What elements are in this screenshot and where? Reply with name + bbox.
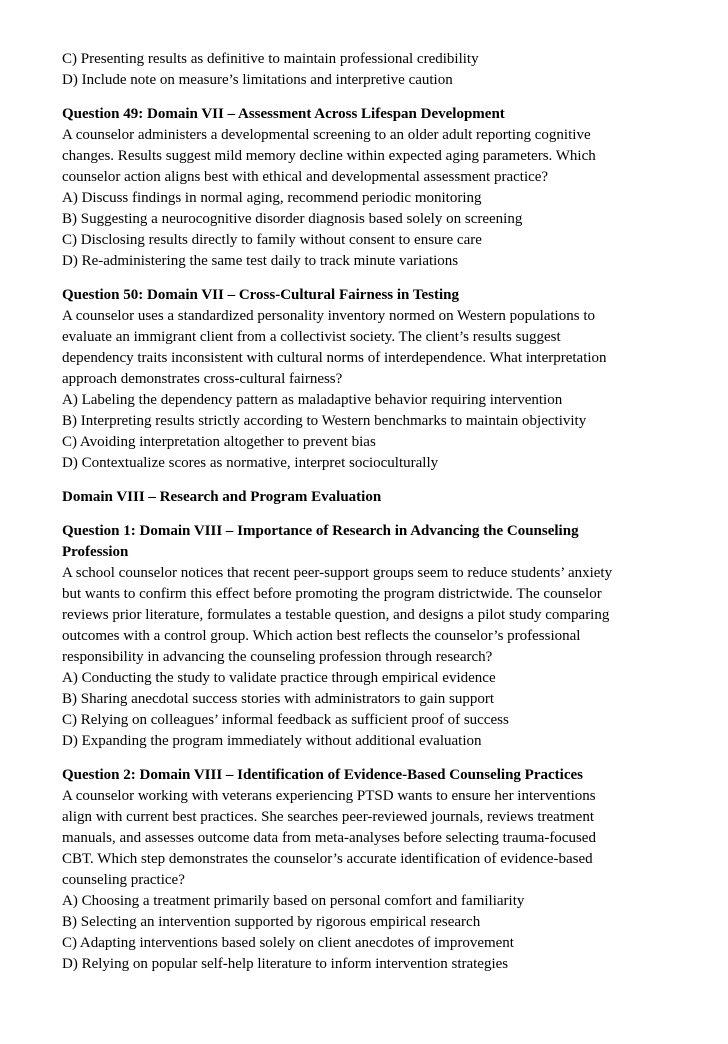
answer-option: B) Suggesting a neurocognitive disorder diagnosis based solely on screening — [62, 211, 523, 227]
question-text-line: evaluate an immigrant client from a collectivist society. The client’s results suggest — [62, 329, 561, 345]
question-heading: Profession — [62, 544, 129, 560]
question-block — [62, 765, 700, 975]
answer-option: B) Selecting an intervention supported by rigorous empirical research — [62, 914, 481, 930]
answer-option: A) Discuss findings in normal aging, recommend periodic monitoring — [62, 190, 482, 206]
question-text-line: responsibility in advancing the counseling profession through research? — [62, 649, 493, 665]
answer-option: A) Labeling the dependency pattern as maladaptive behavior requiring intervention — [62, 392, 563, 408]
answer-option: D) Relying on popular self-help literature to inform intervention strategies — [62, 956, 509, 972]
answer-option: B) Interpreting results strictly according to Western benchmarks to maintain objectivity — [62, 413, 587, 429]
question-text-line: outcomes with a control group. Which action best reflects the counselor’s professional — [62, 628, 581, 644]
answer-option: D) Contextualize scores as normative, interpret socioculturally — [62, 455, 439, 471]
answer-option: A) Conducting the study to validate practice through empirical evidence — [62, 670, 496, 686]
answer-option: D) Expanding the program immediately without additional evaluation — [62, 733, 482, 749]
answer-option: B) Sharing anecdotal success stories with administrators to gain support — [62, 691, 495, 707]
question-text-line: align with current best practices. She searches peer-reviewed journals, reviews treatment — [62, 809, 594, 825]
answer-option: A) Choosing a treatment primarily based on personal comfort and familiarity — [62, 893, 525, 909]
answer-option: C) Disclosing results directly to family without consent to ensure care — [62, 232, 482, 248]
answer-option: C) Presenting results as definitive to maintain professional credibility — [62, 51, 479, 67]
question-heading: Question 2: Domain VIII – Identification of Evidence-Based Counseling Practices — [62, 767, 583, 783]
answer-option: D) Re-administering the same test daily to track minute variations — [62, 253, 459, 269]
question-text-line: but wants to confirm this effect before promoting the program districtwide. The counselor — [62, 586, 602, 602]
question-heading: Question 49: Domain VII – Assessment Across Lifespan Development — [62, 106, 505, 122]
question-text-line: A counselor working with veterans experiencing PTSD wants to ensure her interventions — [62, 788, 596, 804]
section-heading-block — [62, 487, 700, 508]
question-text-line: changes. Results suggest mild memory decline within expected aging parameters. Which — [62, 148, 596, 164]
question-block — [62, 285, 700, 474]
question-block — [62, 521, 700, 752]
answer-option: C) Adapting interventions based solely on client anecdotes of improvement — [62, 935, 514, 951]
question-text-line: A counselor administers a developmental screening to an older adult reporting cognitive — [62, 127, 591, 143]
question-heading: Question 1: Domain VIII – Importance of Research in Advancing the Counseling — [62, 523, 579, 539]
question-text-line: CBT. Which step demonstrates the counselor’s accurate identification of evidence-based — [62, 851, 593, 867]
question-block — [62, 104, 700, 272]
section-heading: Domain VIII – Research and Program Evaluation — [62, 489, 382, 505]
options-continuation-block — [62, 49, 700, 91]
question-text-line: counselor action aligns best with ethical and developmental assessment practice? — [62, 169, 549, 185]
answer-option: C) Avoiding interpretation altogether to prevent bias — [62, 434, 376, 450]
answer-option: D) Include note on measure’s limitations and interpretive caution — [62, 72, 453, 88]
question-text-line: reviews prior literature, formulates a testable question, and designs a pilot study comparing — [62, 607, 610, 623]
question-heading: Question 50: Domain VII – Cross-Cultural Fairness in Testing — [62, 287, 460, 303]
question-text-line: counseling practice? — [62, 872, 185, 888]
question-text-line: dependency traits inconsistent with cultural norms of interdependence. What interpretation — [62, 350, 607, 366]
question-text-line: A school counselor notices that recent peer-support groups seem to reduce students’ anxiety — [62, 565, 613, 581]
question-text-line: A counselor uses a standardized personality inventory normed on Western populations to — [62, 308, 595, 324]
answer-option: C) Relying on colleagues’ informal feedback as sufficient proof of success — [62, 712, 509, 728]
question-text-line: manuals, and assesses outcome data from meta-analyses before selecting trauma-focused — [62, 830, 596, 846]
question-text-line: approach demonstrates cross-cultural fairness? — [62, 371, 343, 387]
